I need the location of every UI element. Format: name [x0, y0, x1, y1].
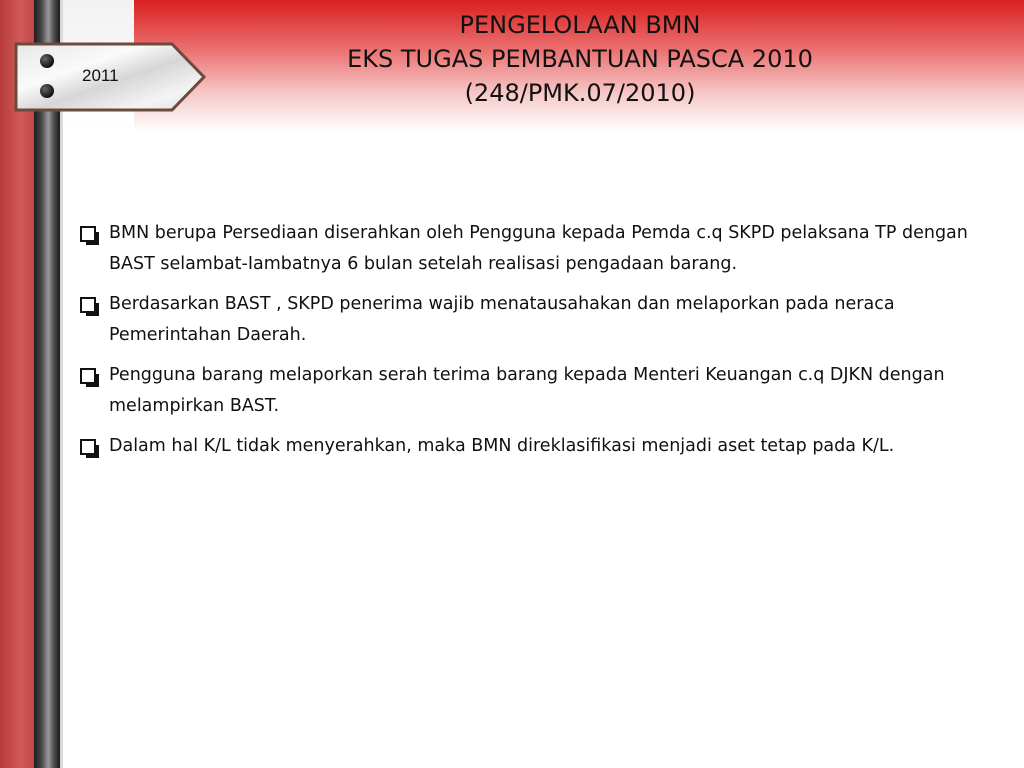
binder-pipe	[34, 0, 60, 768]
title-line: PENGELOLAAN BMN	[459, 11, 701, 39]
year-label: 2011	[82, 66, 119, 85]
list-item	[78, 289, 998, 351]
list-item	[78, 431, 998, 462]
left-red-band	[0, 0, 34, 768]
checkbox-icon	[80, 368, 96, 384]
title-line: EKS TUGAS PEMBANTUAN PASCA 2010	[347, 45, 813, 73]
slide-title	[300, 8, 860, 110]
binder-hole-icon	[40, 54, 54, 68]
title-line: (248/PMK.07/2010)	[464, 79, 696, 107]
bullet-list	[78, 218, 998, 471]
list-item-text: BMN berupa Persediaan diserahkan oleh Pengguna kepada Pemda c.q SKPD pelaksana TP dengan BAST selambat-Iambatnya 6 bulan setelah realisasi pengadaan barang.	[109, 223, 968, 274]
checkbox-icon	[80, 439, 96, 455]
list-item	[78, 218, 998, 280]
list-item-text: Pengguna barang melaporkan serah terima barang kepada Menteri Keuangan c.q DJKN dengan melampirkan BAST.	[109, 365, 945, 416]
binder-hole-icon	[40, 84, 54, 98]
list-item	[78, 360, 998, 422]
checkbox-icon	[80, 226, 96, 242]
checkbox-icon	[80, 297, 96, 313]
list-item-text: Berdasarkan BAST , SKPD penerima wajib menatausahakan dan melaporkan pada neraca Pemerintahan Daerah.	[109, 294, 895, 345]
list-item-text: Dalam hal K/L tidak menyerahkan, maka BMN direklasifikasi menjadi aset tetap pada K/L.	[109, 436, 895, 456]
